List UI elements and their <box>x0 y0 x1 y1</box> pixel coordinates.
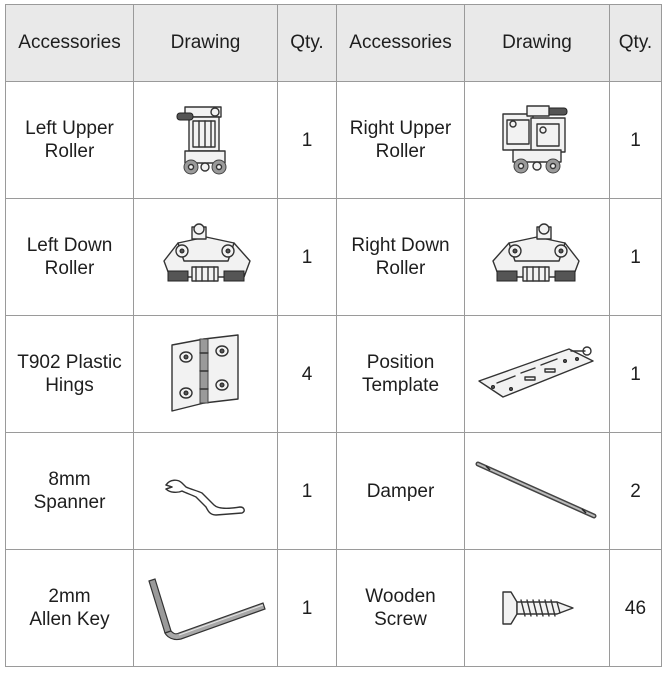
drawing-cell <box>465 316 610 433</box>
spanner-icon <box>158 461 254 521</box>
accessory-name-cell <box>6 550 134 667</box>
qty-cell: 1 <box>278 550 337 667</box>
table-row <box>6 82 662 199</box>
damper-icon <box>472 456 602 526</box>
accessory-name: 8mm Spanner <box>33 469 106 513</box>
accessory-name-cell <box>337 550 465 667</box>
accessory-name: Right Upper Roller <box>349 118 452 162</box>
drawing-cell <box>465 199 610 316</box>
right-upper-roller-icon <box>491 100 583 180</box>
qty-cell: 46 <box>610 550 662 667</box>
qty-cell: 2 <box>610 433 662 550</box>
qty-cell: 4 <box>278 316 337 433</box>
accessory-name-cell <box>6 316 134 433</box>
drawing-cell <box>465 550 610 667</box>
position-template-icon <box>475 339 599 409</box>
accessory-name-cell <box>337 199 465 316</box>
accessory-name: Wooden Screw <box>365 586 436 630</box>
qty-cell: 1 <box>610 199 662 316</box>
accessory-name: Left Upper Roller <box>25 118 114 162</box>
qty-cell: 1 <box>610 316 662 433</box>
table-row <box>6 433 662 550</box>
accessories-table <box>5 4 662 667</box>
header-drawing: Drawing <box>465 5 610 82</box>
table-row <box>6 199 662 316</box>
header-qty: Qty. <box>278 5 337 82</box>
left-upper-roller-icon <box>171 101 241 179</box>
drawing-cell <box>465 433 610 550</box>
left-down-roller-icon <box>154 221 258 293</box>
header-qty: Qty. <box>610 5 662 82</box>
accessory-name-cell <box>337 82 465 199</box>
drawing-cell <box>465 82 610 199</box>
header-accessories: Accessories <box>6 5 134 82</box>
table-row <box>6 550 662 667</box>
qty-cell: 1 <box>610 82 662 199</box>
table-row <box>6 316 662 433</box>
qty-cell: 1 <box>278 199 337 316</box>
accessory-name: Left Down Roller <box>26 235 113 279</box>
table-header-row <box>6 5 662 82</box>
accessory-name: Position Template <box>361 352 440 396</box>
drawing-cell <box>134 199 278 316</box>
qty-cell: 1 <box>278 82 337 199</box>
header-accessories: Accessories <box>337 5 465 82</box>
drawing-cell <box>134 550 278 667</box>
accessory-name-cell <box>6 199 134 316</box>
wooden-screw-icon <box>497 588 577 628</box>
drawing-cell <box>134 433 278 550</box>
accessory-name: 2mm Allen Key <box>29 586 110 630</box>
accessory-name: Right Down Roller <box>351 235 450 279</box>
plastic-hinge-icon <box>164 331 248 417</box>
header-drawing: Drawing <box>134 5 278 82</box>
drawing-cell <box>134 82 278 199</box>
qty-cell: 1 <box>278 433 337 550</box>
drawing-cell <box>134 316 278 433</box>
allen-key-icon <box>141 573 271 643</box>
accessory-name-cell <box>6 82 134 199</box>
accessory-name-cell <box>337 433 465 550</box>
accessory-name: T902 Plastic Hings <box>17 352 122 396</box>
accessory-name-cell <box>337 316 465 433</box>
accessory-name: Damper <box>366 480 435 502</box>
accessories-table-wrapper <box>5 4 661 667</box>
accessory-name-cell <box>6 433 134 550</box>
right-down-roller-icon <box>485 221 589 293</box>
